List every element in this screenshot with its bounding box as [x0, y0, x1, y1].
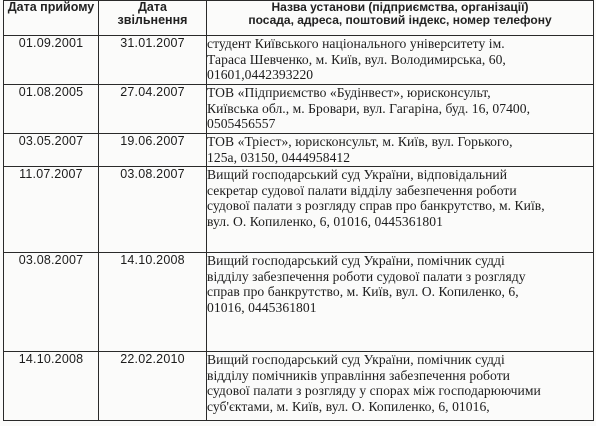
table-row	[4, 134, 594, 167]
table-row	[4, 352, 594, 421]
header-organization: Назва установи (підприємства, організації) посада, адреса, поштовий індекс, номер телефону	[207, 1, 594, 36]
employment-history-table	[3, 0, 594, 421]
start-date-cell: 03.08.2007	[4, 253, 99, 352]
organization-cell: ТОВ «Тріест», юрисконсульт, м. Київ, вул. Горького, 125а, 03150, 0444958412	[207, 134, 594, 167]
header-end-date: Дата звільнення	[99, 1, 207, 36]
table-row	[4, 85, 594, 134]
end-date-cell: 22.02.2010	[99, 352, 207, 421]
end-date-cell: 03.08.2007	[99, 167, 207, 253]
end-date-cell: 19.06.2007	[99, 134, 207, 167]
organization-cell: ТОВ «Підприємство «Будінвест», юрисконсульт, Київська обл., м. Бровари, вул. Гагаріна, буд. 16, 07400, 0505456557	[207, 85, 594, 134]
start-date-cell: 01.09.2001	[4, 36, 99, 85]
end-date-cell: 14.10.2008	[99, 253, 207, 352]
organization-cell: студент Київського національного університету ім. Тараса Шевченко, м. Київ, вул. Володимирська, 60, 01601,0442393220	[207, 36, 594, 85]
start-date-cell: 11.07.2007	[4, 167, 99, 253]
start-date-cell: 03.05.2007	[4, 134, 99, 167]
end-date-cell: 27.04.2007	[99, 85, 207, 134]
start-date-cell: 14.10.2008	[4, 352, 99, 421]
table-row	[4, 167, 594, 253]
table-header-row	[4, 1, 594, 36]
header-start-date: Дата прийому	[4, 1, 99, 36]
end-date-cell: 31.01.2007	[99, 36, 207, 85]
start-date-cell: 01.08.2005	[4, 85, 99, 134]
organization-cell: Вищий господарський суд України, відповідальний секретар судової палати відділу забезпечення роботи судової палати з розгляду справ про банкрутство, м. Київ, вул. О. Копиленко, 6, 01016, 0445361801	[207, 167, 594, 253]
organization-cell: Вищий господарський суд України, помічник судді відділу забезпечення роботи судової палати з розгляду справ про банкрутство, м. Київ, вул. О. Копиленко, 6, 01016, 0445361801	[207, 253, 594, 352]
table-row	[4, 36, 594, 85]
table-row	[4, 253, 594, 352]
organization-cell: Вищий господарський суд України, помічник судді відділу помічників управління забезпечення роботи судової палати з розгляду у спорах між господарюючими суб'єктами, м. Київ, вул. О. Копиленко, 6, 01016,	[207, 352, 594, 421]
